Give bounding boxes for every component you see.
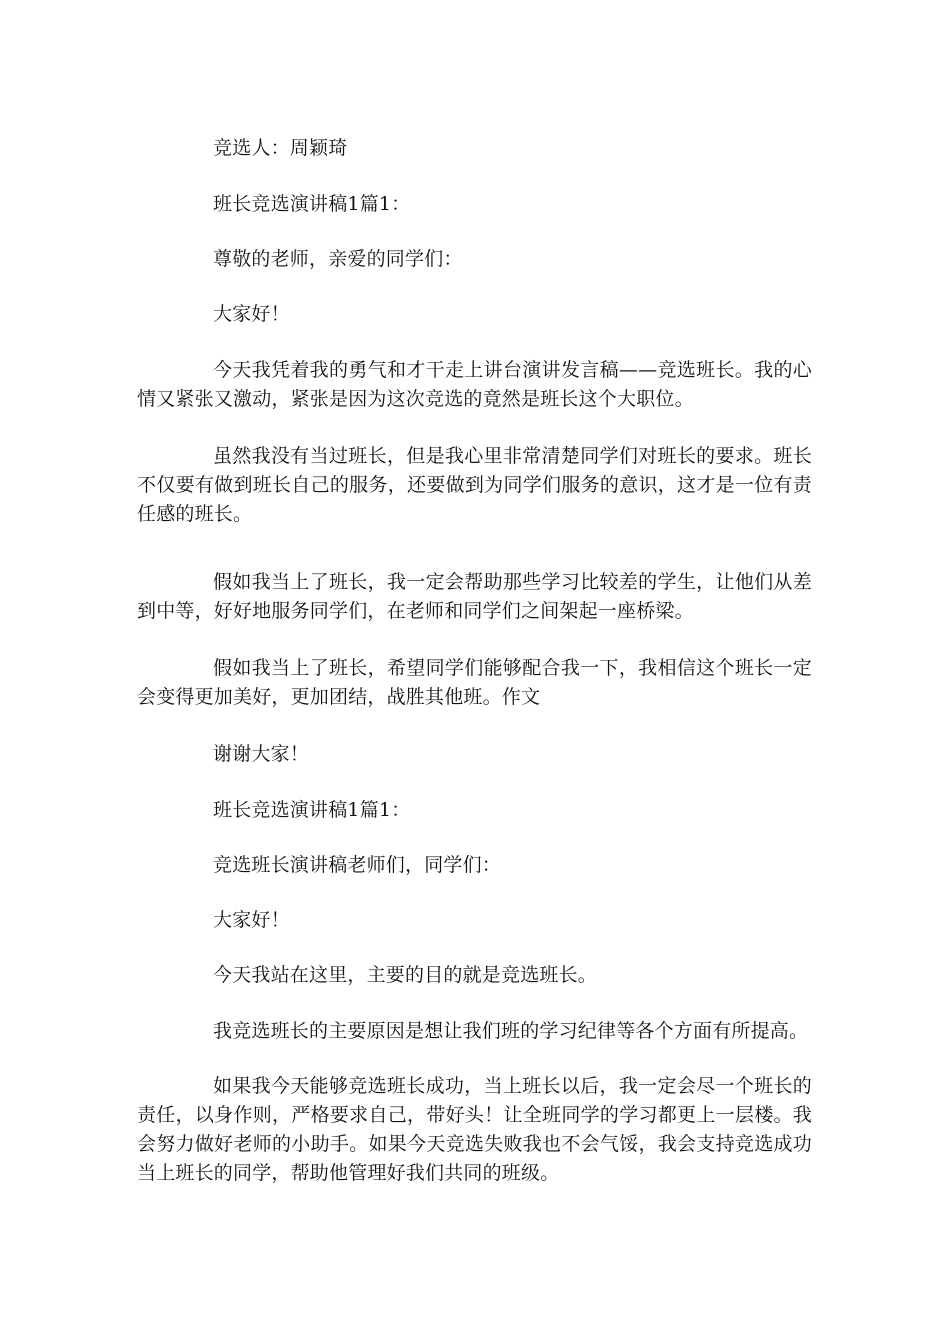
body-paragraph: 今天我站在这里，主要的目的就是竞选班长。 [213,964,598,986]
greeting: 大家好！ [213,303,290,325]
body-paragraph: 虽然我没有当过班长，但是我心里非常清楚同学们对班长的要求。班长不仅要有做到班长自己的服务，还要做到为同学们服务的意识，这才是一位有责任感的班长。 [137,445,812,525]
salutation: 尊敬的老师，亲爱的同学们： [213,248,463,270]
body-paragraph: 假如我当上了班长，我一定会帮助那些学习比较差的学生，让他们从差到中等，好好地服务同学们，在老师和同学们之间架起一座桥梁。 [137,571,812,622]
greeting: 大家好！ [213,909,290,931]
salutation: 竞选班长演讲稿老师们，同学们： [213,854,502,876]
body-paragraph: 我竞选班长的主要原因是想让我们班的学习纪律等各个方面有所提高。 [213,1020,809,1042]
body-paragraph: 今天我凭着我的勇气和才干走上讲台演讲发言稿——竞选班长。我的心情又紧张又激动，紧张是因为这次竞选的竟然是班长这个大职位。 [137,359,812,410]
speech-heading: 班长竞选演讲稿1篇1： [213,193,411,215]
closing-thanks: 谢谢大家！ [213,743,310,765]
candidate-line: 竞选人：周颖琦 [213,137,348,159]
speech-heading: 班长竞选演讲稿1篇1： [213,799,411,821]
body-paragraph: 假如我当上了班长，希望同学们能够配合我一下，我相信这个班长一定会变得更加美好，更加团结，战胜其他班。作文 [137,657,812,708]
body-paragraph: 如果我今天能够竞选班长成功，当上班长以后，我一定会尽一个班长的责任，以身作则，严格要求自己，带好头！让全班同学的学习都更上一层楼。我会努力做好老师的小助手。如果今天竞选失败我也不会气馁，我会支持竞选成功当上班长的同学，帮助他管理好我们共同的班级。 [137,1075,812,1184]
